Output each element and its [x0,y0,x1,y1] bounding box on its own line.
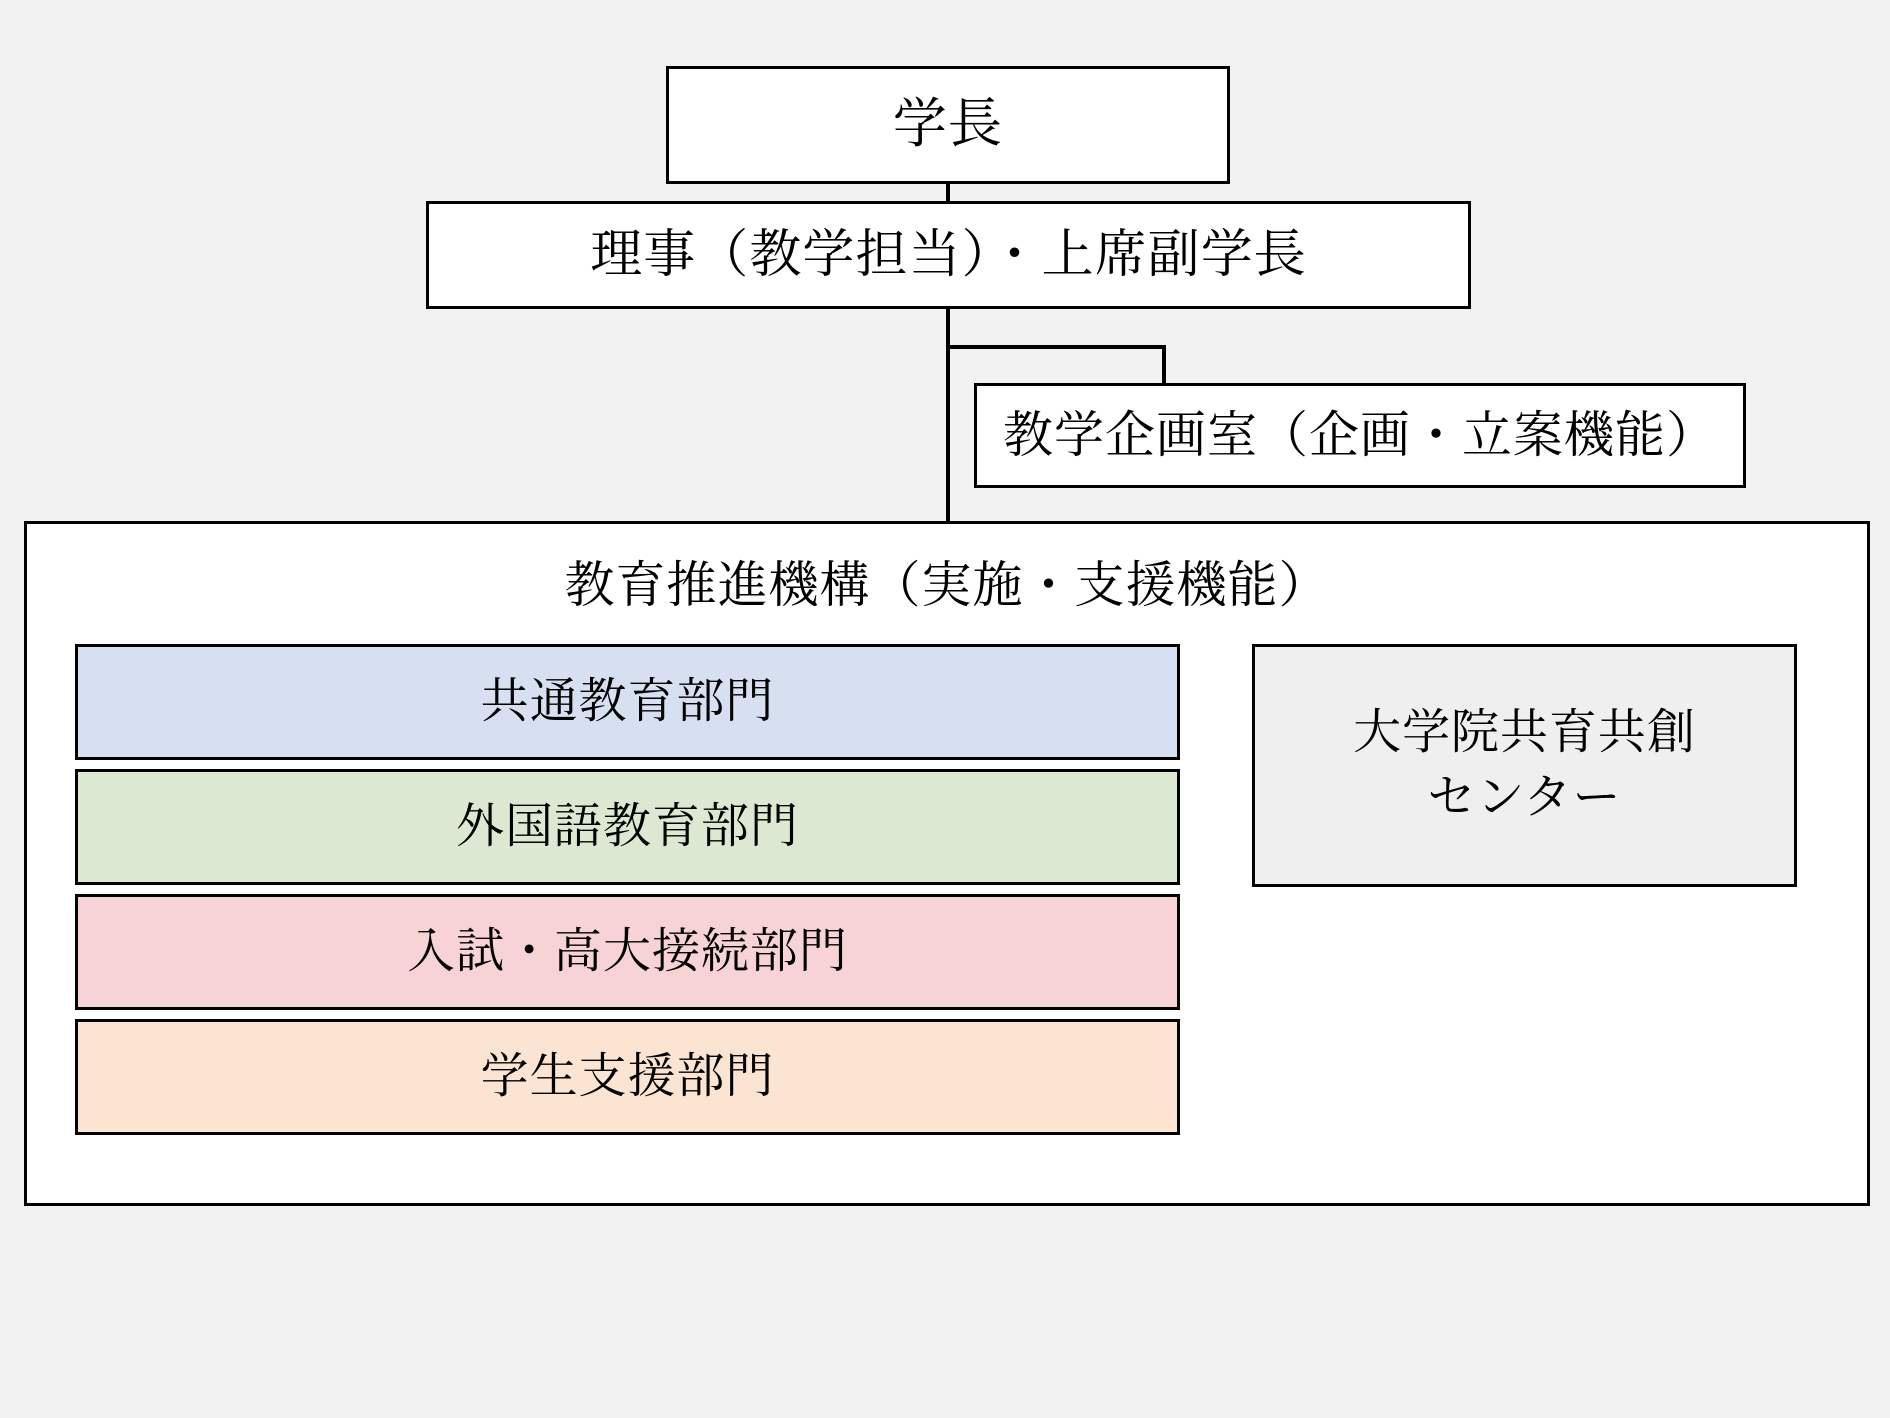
node-graduate-center [1252,644,1797,887]
department-student-support [75,1019,1180,1135]
connector-branch-horizontal [946,345,1166,349]
connector-president-director [946,182,950,203]
department-label: 外国語教育部門 [456,800,799,853]
department-common-education [75,644,1180,760]
node-director: 理事（教学担当）・上席副学長 [426,201,1471,309]
department-label: 入試・高大接続部門 [407,925,848,978]
department-label: 学生支援部門 [480,1050,775,1103]
connector-director-trunk [946,307,950,347]
graduate-center-label [1353,701,1696,831]
department-foreign-language [75,769,1180,885]
graduate-center-line2: センター [1427,770,1622,824]
connector-trunk-to-org [946,345,950,525]
node-president: 学長 [666,66,1230,184]
organization-title: 教育推進機構（実施・支援機能） [564,557,1330,613]
connector-branch-to-planning [1162,345,1166,385]
department-label: 共通教育部門 [480,675,775,728]
graduate-center-line1: 大学院共育共創 [1353,705,1696,759]
node-planning-office: 教学企画室（企画・立案機能） [974,383,1746,488]
department-admissions [75,894,1180,1010]
node-organization [24,521,1870,1206]
